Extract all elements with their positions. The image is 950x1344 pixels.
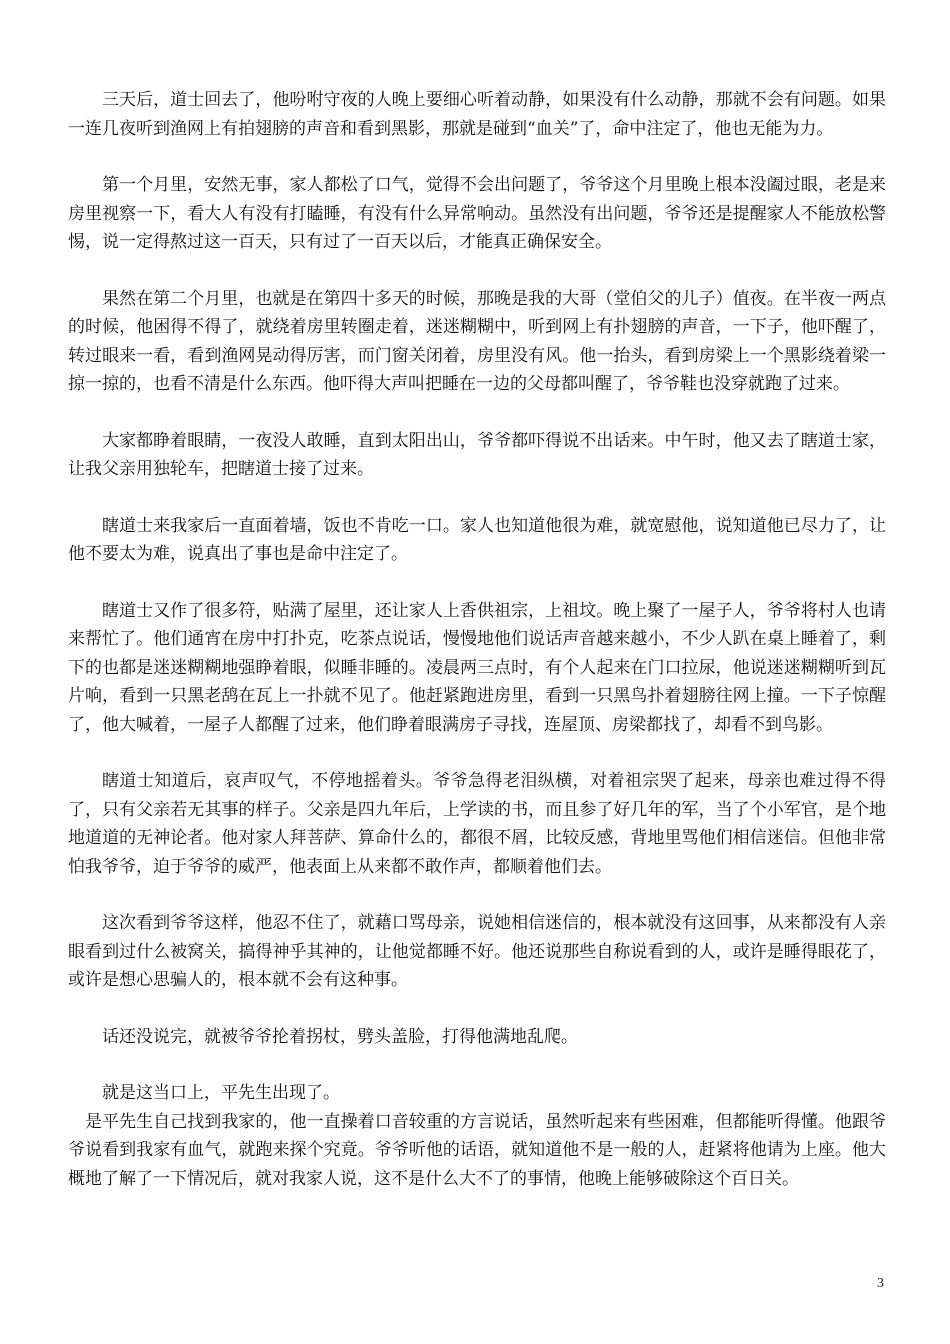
paragraph-4: 大家都睁着眼睛，一夜没人敢睡，直到太阳出山，爷爷都吓得说不出话来。中午时，他又去了瞎道士家，让我父亲用独轮车，把瞎道士接了过来。 [68,430,886,479]
paragraph-3: 果然在第二个月里，也就是在第四十多天的时候，那晚是我的大哥（堂伯父的儿子）值夜。在半夜一两点的时候，他困得不得了，就绕着房里转圈走着，迷迷糊糊中，听到网上有扑翅膀的声音，一下子，他吓醒了，转过眼来一看，看到渔网晃动得厉害，而门窗关闭着，房里没有风。他一抬头，看到房梁上一个黑影绕着梁一掠一掠的，也看不清是什么东西。他吓得大声叫把睡在一边的父母都叫醒了，爷爷鞋也没穿就跑了过来。 [68,288,886,394]
paragraph-10: 就是这当口上，平先生出现了。 [102,1083,340,1103]
document-body [68,86,886,1221]
paragraph-2: 第一个月里，安然无事，家人都松了口气，觉得不会出问题了，爷爷这个月里晚上根本没阖过眼，老是来房里视察一下，看大人有没有打瞌睡，有没有什么异常响动。虽然没有出问题，爷爷还是提醒家人不能放松警惕，说一定得熬过这一百天，只有过了一百天以后，才能真正确保安全。 [68,175,886,252]
paragraph-6: 瞎道士又作了很多符，贴满了屋里，还让家人上香供祖宗，上祖坟。晚上聚了一屋子人，爷爷将村人也请来帮忙了。他们通宵在房中打扑克，吃茶点说话，慢慢地他们说话声音越来越小，不少人趴在桌上睡着了，剩下的也都是迷迷糊糊地强睁着眼，似睡非睡的。凌晨两三点时，有个人起来在门口拉尿，他说迷迷糊糊听到瓦片响，看到一只黑老鸹在瓦上一扑就不见了。他赶紧跑进房里，看到一只黑鸟扑着翅膀往网上撞。一下子惊醒了，他大喊着，一屋子人都醒了过来，他们睁着眼满房子寻找，连屋顶、房梁都找了，却看不到鸟影。 [68,600,886,735]
paragraph-7: 瞎道士知道后，哀声叹气，不停地摇着头。爷爷急得老泪纵横，对着祖宗哭了起来，母亲也难过得不得了，只有父亲若无其事的样子。父亲是四九年后，上学读的书，而且参了好几年的军，当了个小军官，是个地地道道的无神论者。他对家人拜菩萨、算命什么的，都很不屑，比较反感，背地里骂他们相信迷信。但他非常怕我爷爷，迫于爷爷的威严，他表面上从来都不敢作声，都顺着他们去。 [68,771,886,877]
page-number: 3 [877,1276,884,1291]
paragraph-5: 瞎道士来我家后一直面着墙，饭也不肯吃一口。家人也知道他很为难，就宽慰他，说知道他已尽力了，让他不要太为难，说真出了事也是命中注定了。 [68,515,886,564]
paragraph-8: 这次看到爷爷这样，他忍不住了，就藉口骂母亲，说她相信迷信的，根本就没有这回事，从来都没有人亲眼看到过什么被窝关，搞得神乎其神的，让他觉都睡不好。他还说那些自称说看到的人，或许是睡得眼花了，或许是想心思骗人的，根本就不会有这种事。 [68,913,886,990]
paragraph-1: 三天后，道士回去了，他吩咐守夜的人晚上要细心听着动静，如果没有什么动静，那就不会有问题。如果一连几夜听到渔网上有拍翅膀的声音和看到黑影，那就是碰到“血关”了，命中注定了，他也无能为力。 [68,90,886,139]
paragraph-11: 是平先生自己找到我家的，他一直操着口音较重的方言说话，虽然听起来有些困难，但都能听得懂。他跟爷爷说看到我家有血气，就跑来探个究竟。爷爷听他的话语，就知道他不是一般的人，赶紧将他请为上座。他大概地了解了一下情况后，就对我家人说，这不是什么大不了的事情，他晚上能够破除这个百日关。 [68,1111,886,1189]
paragraph-9: 话还没说完，就被爷爷抡着拐杖，劈头盖脸，打得他满地乱爬。 [102,1026,578,1047]
